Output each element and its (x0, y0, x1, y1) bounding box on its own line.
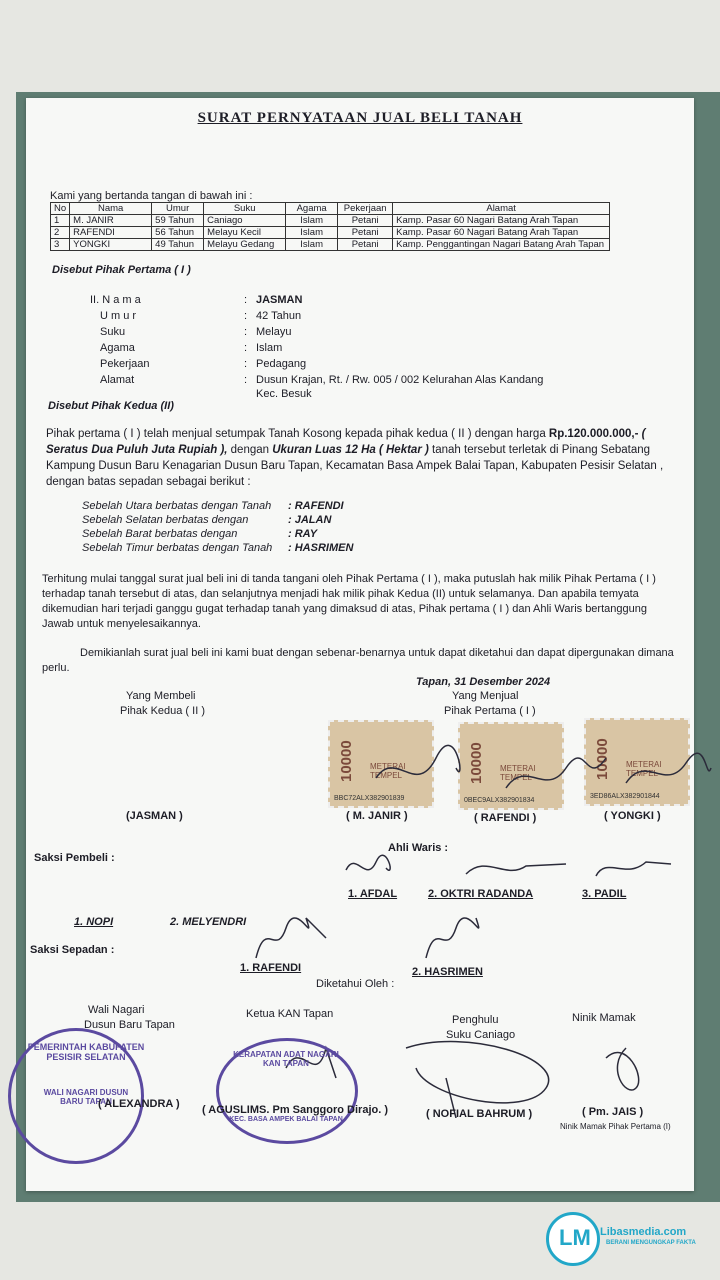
saksi-sepadan-label: Saksi Sepadan : (30, 944, 115, 956)
table-cell: Caniago (204, 215, 286, 227)
border-label: Sebelah Utara berbatas dengan Tanah (82, 500, 272, 512)
border-value: : RAY (288, 528, 318, 540)
official-subtitle: Dusun Baru Tapan (84, 1019, 175, 1031)
table-cell: M. JANIR (70, 215, 152, 227)
party2-label: Disebut Pihak Kedua (II) (48, 400, 174, 412)
field-label: Agama (100, 342, 135, 354)
field-value: 42 Tahun (256, 310, 302, 322)
seller-party: Pihak Pertama ( I ) (444, 705, 536, 717)
seal-text: KERAPATAN ADAT NAGARI KAN TAPAN (233, 1050, 339, 1068)
body-paragraph-1 (46, 426, 676, 490)
seller-name: ( M. JANIR ) (346, 810, 408, 822)
table-cell: 59 Tahun (152, 215, 204, 227)
table-header: Nama (70, 203, 152, 215)
stamp-value: 10000 (338, 740, 355, 782)
table-cell: Islam (286, 239, 338, 251)
seller-name: ( RAFENDI ) (474, 812, 537, 824)
table-cell: Kamp. Pasar 60 Nagari Batang Arah Tapan (393, 227, 610, 239)
heir-name: 1. AFDAL (348, 888, 398, 900)
stamp-label: METERAI TEMPEL (370, 762, 406, 780)
body-text: tanah tersebut terletak di Pinang Sebatang Kampung Dusun Baru Kenagarian Dusun Baru Tapan, Kecamatan Basa Ampek Balai Tapan, Kabupaten Pesisir Selatan , dengan batas sepadan sebagai berikut : (46, 444, 664, 488)
table-cell: RAFENDI (70, 227, 152, 239)
date-place: Tapan, 31 Desember 2024 (416, 676, 551, 688)
field-colon: : (244, 294, 248, 306)
official-title: Ninik Mamak (572, 1012, 636, 1024)
field-value: JASMAN (256, 294, 303, 306)
table-cell: 1 (51, 215, 70, 227)
table-cell: Kamp. Pasar 60 Nagari Batang Arah Tapan (393, 215, 610, 227)
official-title: Wali Nagari (88, 1004, 145, 1016)
body-paragraph-3: Demikianlah surat jual beli ini kami buat dengan sebenar-benarnya untuk dapat diketahui dan dapat dipergunakan dimana perlu. (42, 647, 674, 674)
table-row (51, 239, 610, 251)
border-value: : JALAN (288, 514, 332, 526)
border-value: : RAFENDI (288, 500, 344, 512)
table-cell: 2 (51, 227, 70, 239)
intro-text: Kami yang bertanda tangan di bawah ini : (50, 190, 253, 202)
table-header: Pekerjaan (338, 203, 393, 215)
body-text: Pihak pertama ( I ) telah menjual setumpak Tanah Kosong kepada pihak kedua ( II ) dengan harga (46, 428, 549, 440)
seal-text: KEC. BASA AMPEK BALAI TAPAN (229, 1116, 343, 1123)
field-colon: : (244, 358, 248, 370)
buyer-party: Pihak Kedua ( II ) (120, 705, 205, 717)
field-colon: : (244, 310, 248, 322)
official-subtitle: Suku Caniago (446, 1029, 516, 1041)
heir-name: 3. PADIL (582, 888, 627, 900)
body-text: dengan (227, 444, 273, 456)
ahli-waris-label: Ahli Waris : (388, 842, 449, 854)
table-header: Umur (152, 203, 204, 215)
stamp-code: 0BEC9ALX382901834 (464, 797, 535, 804)
field-value-address2: Kec. Besuk (256, 388, 312, 400)
field-value: Pedagang (256, 358, 307, 370)
land-size: Ukuran Luas 12 Ha ( Hektar ) (272, 444, 429, 456)
libasmedia-logo-icon: LM (546, 1212, 600, 1266)
border-label: Sebelah Selatan berbatas dengan (82, 514, 249, 526)
seller-table (50, 202, 610, 251)
border-label: Sebelah Barat berbatas dengan (82, 528, 238, 540)
official-title: Ketua KAN Tapan (246, 1008, 334, 1020)
table-cell: Kamp. Penggantingan Nagari Batang Arah Tapan (393, 239, 610, 251)
table-header: Agama (286, 203, 338, 215)
table-cell: 49 Tahun (152, 239, 204, 251)
party1-label: Disebut Pihak Pertama ( I ) (52, 264, 191, 276)
table-header-row (51, 203, 610, 215)
table-cell: Islam (286, 215, 338, 227)
field-colon: : (244, 374, 248, 386)
buyer-name: (JASMAN ) (126, 810, 183, 822)
seller-name: ( YONGKI ) (604, 810, 661, 822)
heir-name: 2. OKTRI RADANDA (428, 888, 534, 900)
field-colon: : (244, 342, 248, 354)
price-words: ( Seratus Dua Puluh Juta Rupiah ), (46, 428, 646, 456)
stamp-value: 10000 (594, 738, 611, 780)
seller-role: Yang Menjual (452, 690, 519, 702)
witness-border-name: 2. HASRIMEN (412, 966, 483, 978)
official-name: ( Pm. JAIS ) (582, 1106, 644, 1118)
table-cell: 56 Tahun (152, 227, 204, 239)
ninik-note: Ninik Mamak Pihak Pertama (I) (560, 1122, 671, 1131)
table-header: Suku (204, 203, 286, 215)
table-cell: Petani (338, 239, 393, 251)
field-value: Dusun Krajan, Rt. / Rw. 005 / 002 Kelurahan Alas Kandang (256, 374, 544, 386)
table-header: Alamat (393, 203, 610, 215)
field-colon: : (244, 326, 248, 338)
buyer-role: Yang Membeli (126, 690, 196, 702)
seal-text: PEMERINTAH KABUPATEN PESISIR SELATAN (27, 1042, 145, 1062)
seller-signatures (356, 738, 716, 808)
watermark-site: Libasmedia.com (600, 1226, 687, 1238)
table-row (51, 215, 610, 227)
field-label: Suku (100, 326, 126, 338)
table-cell: Melayu Kecil (204, 227, 286, 239)
field-value: Islam (256, 342, 283, 354)
saksi-pembeli-label: Saksi Pembeli : (34, 852, 115, 864)
table-cell: 3 (51, 239, 70, 251)
table-cell: YONGKI (70, 239, 152, 251)
stamp-label: METERAI TEMPEL (500, 764, 536, 782)
official-name: ( ALEXANDRA ) (98, 1098, 180, 1110)
border-label: Sebelah Timur berbatas dengan Tanah (82, 542, 273, 554)
letter-paper (26, 98, 694, 1191)
official-name: ( NOFIAL BAHRUM ) (426, 1108, 533, 1120)
witness-buyer-name: 2. MELYENDRI (170, 916, 247, 928)
table-cell: Islam (286, 227, 338, 239)
table-cell: Melayu Gedang (204, 239, 286, 251)
table-cell: Petani (338, 215, 393, 227)
stamp-code: 3ED86ALX382901844 (590, 793, 660, 800)
table-header: No (51, 203, 70, 215)
witness-signatures (236, 908, 496, 968)
watermark-tagline: BERANI MENGUNGKAP FAKTA (606, 1240, 696, 1246)
witness-buyer-name: 1. NOPI (74, 916, 114, 928)
field-value: Melayu (256, 326, 292, 338)
table-cell: Petani (338, 227, 393, 239)
field-label: Alamat (100, 374, 135, 386)
price-text: Rp.120.000.000,- (548, 428, 639, 440)
border-value: : HASRIMEN (288, 542, 354, 554)
official-name: ( AGUSLIMS. Pm Sanggoro Dirajo. ) (202, 1104, 388, 1116)
table-row (51, 227, 610, 239)
document-title: SURAT PERNYATAAN JUAL BELI TANAH (197, 110, 523, 126)
heir-signatures (326, 850, 686, 886)
stamp-code: BBC72ALX382901839 (334, 795, 405, 802)
official-title: Penghulu (452, 1014, 499, 1026)
field-label: II. N a m a (90, 294, 141, 306)
field-label: Pekerjaan (100, 358, 150, 370)
known-by-label: Diketahui Oleh : (316, 978, 395, 990)
stamp-value: 10000 (468, 742, 485, 784)
body-paragraph-2: Terhitung mulai tanggal surat jual beli ini di tanda tangani oleh Pihak Pertama ( I ), maka putuslah hak milik Pihak Pertama ( I ) terhadap tanah tersebut di atas, dan selanjutnya menjadi hak milik pihak Kedua (II) untuk selamanya. Dan apabila temyata dikemudian hari terjadi ganggu gugat terhadap tanah yang dimaksud di atas, Pihak pertama ( I ) dan Ahli Waris bertanggung Jawab untuk menyelesaikannya. (42, 573, 656, 630)
field-label: U m u r (100, 310, 137, 322)
witness-border-name: 1. RAFENDI (240, 962, 302, 974)
seal-text: WALI NAGARI DUSUN BARU TAPAN (43, 1088, 129, 1106)
stamp-label: METERAI TEMPEL (626, 760, 662, 778)
